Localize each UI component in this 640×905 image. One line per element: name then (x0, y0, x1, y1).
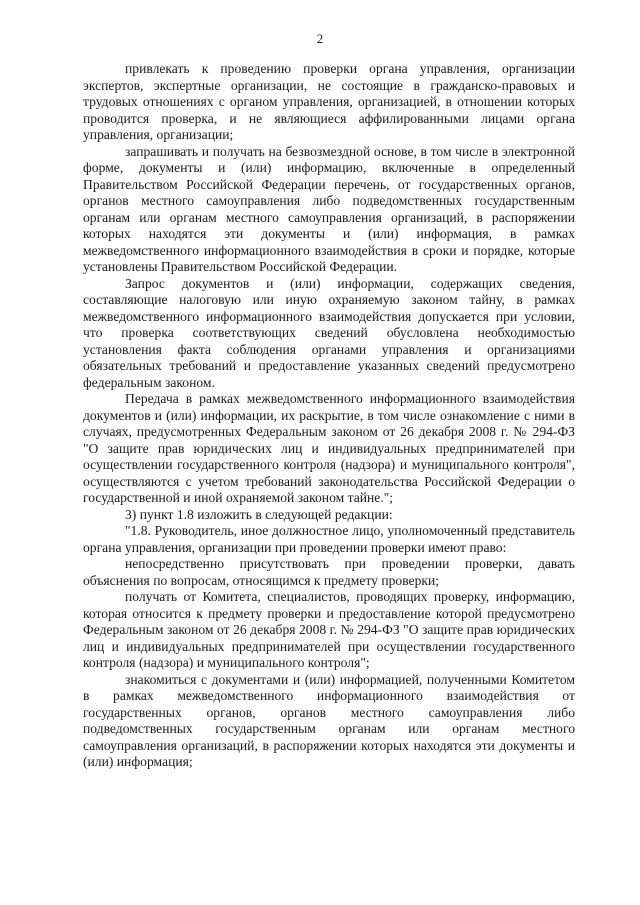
document-body (83, 61, 575, 771)
paragraph: привлекать к проведению проверки органа управления, организации экспертов, экспертные организации, не состоящие в гражданско-правовых и трудовых отношениях с органом управления, организацией, в отношении которых проводится проверка, и не являющиеся аффилированными лицами органа управления, организации; (83, 61, 575, 142)
paragraph: 3) пункт 1.8 изложить в следующей редакции: (125, 506, 393, 522)
paragraph: "1.8. Руководитель, иное должностное лицо, уполномоченный представитель органа управления, организации при проведении проверки имеют право: (83, 523, 575, 555)
paragraph: знакомиться с документами и (или) информацией, полученными Комитетом в рамках межведомственного информационного взаимодействия от государственных органов, органов местного самоуправления либо подведомственных государственным органам или органам местного самоуправления организаций, в распоряжении которых находятся эти документы и (или) информация; (83, 671, 575, 769)
page-number: 2 (316, 31, 324, 46)
paragraph: запрашивать и получать на безвозмездной основе, в том числе в электронной форме, документы и (или) информацию, включенные в определенный Правительством Российской Федерации перечень, от государственных органов, органов местного самоуправления либо подведомственных государственным органам или органам местного самоуправления организаций, в распоряжении которых находятся эти документы и (или) информация, в рамках межведомственного информационного взаимодействия в сроки и порядке, которые установлены Правительством Российской Федерации. (83, 143, 575, 274)
paragraph: Запрос документов и (или) информации, содержащих сведения, составляющие налоговую или иную охраняемую законом тайну, в рамках межведомственного информационного взаимодействия допускается при условии, что проверка соответствующих сведений обусловлена необходимостью установления факта соблюдения органами управления и организациями обязательных требований и предоставление указанных сведений предусмотрено федеральным законом. (83, 275, 575, 390)
paragraph: непосредственно присутствовать при проведении проверки, давать объяснения по вопросам, относящимся к предмету проверки; (83, 556, 575, 588)
paragraph: Передача в рамках межведомственного информационного взаимодействия документов и (или) информации, их раскрытие, в том числе ознакомление с ними в случаях, предусмотренных Федеральным законом от 26 декабря 2008 г. № 294-ФЗ "О защите прав юридических лиц и индивидуальных предпринимателей при осуществлении государственного контроля (надзора) и муниципального контроля", осуществляются с учетом требований законодательства Российской Федерации о государственной и иной охраняемой законом тайне."; (83, 391, 575, 505)
paragraph: получать от Комитета, специалистов, проводящих проверку, информацию, которая относится к предмету проверки и предоставление которой предусмотрено Федеральным законом от 26 декабря 2008 г. № 294-ФЗ "О защите прав юридических лиц и индивидуальных предпринимателей при осуществлении государственного контроля (надзора) и муниципального контроля"; (83, 589, 575, 670)
